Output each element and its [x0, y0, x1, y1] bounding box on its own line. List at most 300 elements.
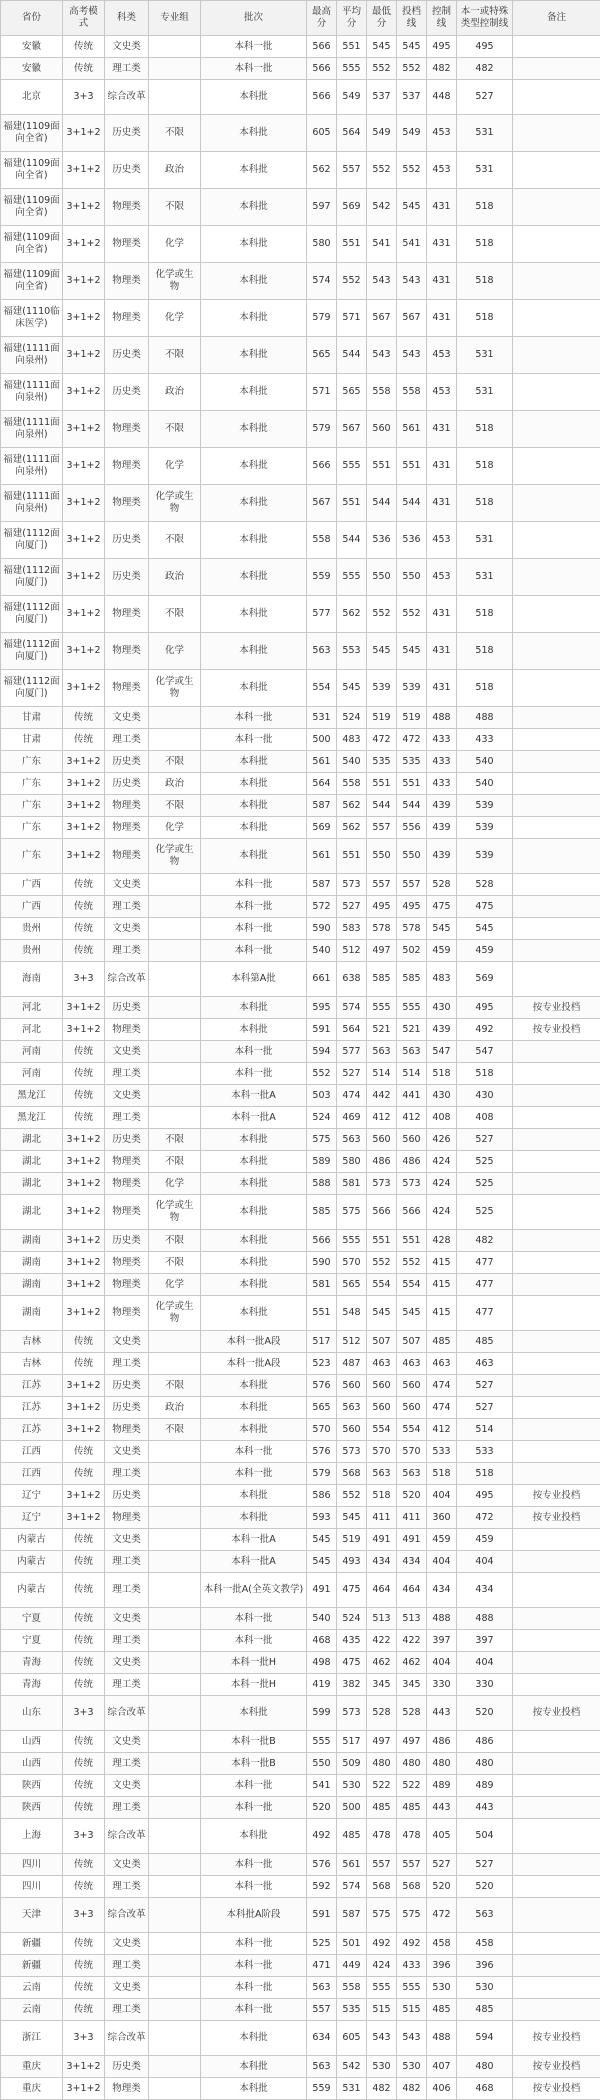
admission-line-cell: 550: [397, 559, 427, 596]
min-score-cell: 491: [367, 1529, 397, 1551]
subject-type-cell: 文史类: [105, 707, 149, 729]
avg-score-cell: 587: [337, 1898, 367, 1933]
subject-group-cell: 化学或生物: [149, 670, 201, 707]
tier1-line-cell: 525: [457, 1173, 513, 1195]
admission-line-cell: 541: [397, 226, 427, 263]
province-cell: 重庆: [1, 2078, 63, 2100]
max-score-cell: 525: [307, 1933, 337, 1955]
batch-cell: 本科批: [201, 300, 307, 337]
tier1-line-cell: 531: [457, 374, 513, 411]
subject-type-cell: 历史类: [105, 1230, 149, 1252]
table-row: [1, 1696, 600, 1731]
min-score-cell: 541: [367, 226, 397, 263]
tier1-line-cell: 531: [457, 115, 513, 152]
admission-line-cell: 520: [397, 1485, 427, 1507]
province-cell: 天津: [1, 1898, 63, 1933]
max-score-cell: 566: [307, 1230, 337, 1252]
control-line-cell: 431: [427, 411, 457, 448]
batch-cell: 本科一批A: [201, 1551, 307, 1573]
min-score-cell: 422: [367, 1630, 397, 1652]
tier1-line-cell: 330: [457, 1674, 513, 1696]
min-score-cell: 560: [367, 411, 397, 448]
exam-mode-cell: 3+1+2: [63, 751, 105, 773]
batch-cell: 本科一批: [201, 874, 307, 896]
admission-line-cell: 585: [397, 962, 427, 997]
max-score-cell: 419: [307, 1674, 337, 1696]
min-score-cell: 550: [367, 839, 397, 874]
admission-line-cell: 480: [397, 1753, 427, 1775]
exam-mode-cell: 3+1+2: [63, 633, 105, 670]
avg-score-cell: 449: [337, 1955, 367, 1977]
exam-mode-cell: 传统: [63, 1797, 105, 1819]
table-row: [1, 58, 600, 80]
table-row: [1, 1353, 600, 1375]
subject-type-cell: 历史类: [105, 773, 149, 795]
tier1-line-cell: 477: [457, 1274, 513, 1296]
table-row: [1, 773, 600, 795]
subject-type-cell: 综合改革: [105, 962, 149, 997]
subject-type-cell: 物理类: [105, 411, 149, 448]
table-row: [1, 1674, 600, 1696]
province-cell: 湖北: [1, 1173, 63, 1195]
avg-score-cell: 544: [337, 337, 367, 374]
batch-cell: 本科批: [201, 997, 307, 1019]
note-cell: [513, 1797, 600, 1819]
subject-group-cell: [149, 1507, 201, 1529]
batch-cell: 本科一批: [201, 1441, 307, 1463]
batch-cell: 本科一批: [201, 1063, 307, 1085]
control-line-cell: 397: [427, 1630, 457, 1652]
table-row: [1, 1933, 600, 1955]
batch-cell: 本科批: [201, 596, 307, 633]
table-row: [1, 2056, 600, 2078]
admission-line-cell: 544: [397, 485, 427, 522]
tier1-line-cell: 404: [457, 1551, 513, 1573]
exam-mode-cell: 3+1+2: [63, 1507, 105, 1529]
batch-cell: 本科批: [201, 773, 307, 795]
batch-cell: 本科批: [201, 80, 307, 115]
subject-type-cell: 文史类: [105, 1731, 149, 1753]
province-cell: 湖南: [1, 1252, 63, 1274]
tier1-line-cell: 518: [457, 1463, 513, 1485]
min-score-cell: 486: [367, 1151, 397, 1173]
control-line-cell: 453: [427, 559, 457, 596]
subject-group-cell: [149, 1876, 201, 1898]
max-score-cell: 557: [307, 1999, 337, 2021]
subject-group-cell: 不限: [149, 596, 201, 633]
min-score-cell: 434: [367, 1551, 397, 1573]
exam-mode-cell: 3+1+2: [63, 1252, 105, 1274]
subject-type-cell: 文史类: [105, 1331, 149, 1353]
admission-line-cell: 519: [397, 707, 427, 729]
admission-line-cell: 567: [397, 300, 427, 337]
note-cell: [513, 80, 600, 115]
subject-group-cell: 不限: [149, 1252, 201, 1274]
batch-cell: 本科一批: [201, 940, 307, 962]
admission-line-cell: 463: [397, 1353, 427, 1375]
min-score-cell: 442: [367, 1085, 397, 1107]
note-cell: [513, 751, 600, 773]
max-score-cell: 595: [307, 997, 337, 1019]
subject-type-cell: 文史类: [105, 1529, 149, 1551]
control-line-cell: 547: [427, 1041, 457, 1063]
admission-line-cell: 563: [397, 1463, 427, 1485]
control-line-cell: 453: [427, 337, 457, 374]
admission-line-cell: 545: [397, 1296, 427, 1331]
min-score-cell: 536: [367, 522, 397, 559]
column-header: 批次: [201, 1, 307, 36]
province-cell: 湖北: [1, 1151, 63, 1173]
batch-cell: 本科批: [201, 1375, 307, 1397]
max-score-cell: 569: [307, 817, 337, 839]
note-cell: [513, 817, 600, 839]
tier1-line-cell: 527: [457, 1854, 513, 1876]
admission-line-cell: 555: [397, 1977, 427, 1999]
province-cell: 广东: [1, 773, 63, 795]
table-row: [1, 874, 600, 896]
table-row: [1, 1876, 600, 1898]
table-row: [1, 1507, 600, 1529]
subject-type-cell: 历史类: [105, 1397, 149, 1419]
avg-score-cell: 501: [337, 1933, 367, 1955]
max-score-cell: 566: [307, 36, 337, 58]
province-cell: 陕西: [1, 1797, 63, 1819]
table-row: [1, 1854, 600, 1876]
batch-cell: 本科批: [201, 839, 307, 874]
min-score-cell: 551: [367, 773, 397, 795]
min-score-cell: 462: [367, 1652, 397, 1674]
min-score-cell: 568: [367, 1876, 397, 1898]
control-line-cell: 431: [427, 485, 457, 522]
min-score-cell: 557: [367, 817, 397, 839]
max-score-cell: 576: [307, 1854, 337, 1876]
avg-score-cell: 549: [337, 80, 367, 115]
province-cell: 贵州: [1, 940, 63, 962]
subject-type-cell: 历史类: [105, 337, 149, 374]
subject-type-cell: 历史类: [105, 1129, 149, 1151]
province-cell: 辽宁: [1, 1485, 63, 1507]
admission-line-cell: 552: [397, 58, 427, 80]
note-cell: 按专业投档: [513, 1696, 600, 1731]
tier1-line-cell: 525: [457, 1195, 513, 1230]
max-score-cell: 576: [307, 1375, 337, 1397]
admission-line-cell: 486: [397, 1151, 427, 1173]
min-score-cell: 551: [367, 448, 397, 485]
avg-score-cell: 509: [337, 1753, 367, 1775]
province-cell: 湖南: [1, 1296, 63, 1331]
subject-group-cell: [149, 1933, 201, 1955]
min-score-cell: 412: [367, 1107, 397, 1129]
max-score-cell: 531: [307, 707, 337, 729]
exam-mode-cell: 3+1+2: [63, 152, 105, 189]
max-score-cell: 571: [307, 374, 337, 411]
province-cell: 广东: [1, 817, 63, 839]
tier1-line-cell: 539: [457, 817, 513, 839]
note-cell: [513, 1933, 600, 1955]
note-cell: [513, 670, 600, 707]
subject-group-cell: [149, 1652, 201, 1674]
max-score-cell: 471: [307, 1955, 337, 1977]
control-line-cell: 527: [427, 1854, 457, 1876]
province-cell: 福建(1111面向泉州): [1, 337, 63, 374]
subject-type-cell: 物理类: [105, 263, 149, 300]
admission-line-cell: 513: [397, 1608, 427, 1630]
tier1-line-cell: 539: [457, 839, 513, 874]
table-row: [1, 522, 600, 559]
exam-mode-cell: 3+1+2: [63, 997, 105, 1019]
avg-score-cell: 487: [337, 1353, 367, 1375]
control-line-cell: 533: [427, 1441, 457, 1463]
avg-score-cell: 524: [337, 1608, 367, 1630]
table-row: [1, 1331, 600, 1353]
subject-group-cell: 化学或生物: [149, 485, 201, 522]
note-cell: 按专业投档: [513, 1507, 600, 1529]
max-score-cell: 592: [307, 1876, 337, 1898]
avg-score-cell: 517: [337, 1731, 367, 1753]
subject-group-cell: [149, 1999, 201, 2021]
table-row: [1, 670, 600, 707]
max-score-cell: 597: [307, 189, 337, 226]
tier1-line-cell: 540: [457, 773, 513, 795]
admission-line-cell: 535: [397, 751, 427, 773]
batch-cell: 本科批: [201, 1129, 307, 1151]
min-score-cell: 515: [367, 1999, 397, 2021]
exam-mode-cell: 传统: [63, 1674, 105, 1696]
province-cell: 福建(1112面向厦门): [1, 559, 63, 596]
province-cell: 福建(1109面向全省): [1, 226, 63, 263]
header-row: [1, 1, 600, 36]
note-cell: [513, 1085, 600, 1107]
batch-cell: 本科批: [201, 670, 307, 707]
min-score-cell: 543: [367, 2021, 397, 2056]
control-line-cell: 405: [427, 1819, 457, 1854]
control-line-cell: 408: [427, 1107, 457, 1129]
control-line-cell: 426: [427, 1129, 457, 1151]
batch-cell: 本科一批: [201, 729, 307, 751]
subject-type-cell: 历史类: [105, 152, 149, 189]
admission-line-cell: 545: [397, 189, 427, 226]
subject-type-cell: 历史类: [105, 1375, 149, 1397]
avg-score-cell: 551: [337, 485, 367, 522]
max-score-cell: 491: [307, 1573, 337, 1608]
control-line-cell: 443: [427, 1696, 457, 1731]
min-score-cell: 478: [367, 1819, 397, 1854]
table-row: [1, 596, 600, 633]
control-line-cell: 488: [427, 1608, 457, 1630]
table-row: [1, 1397, 600, 1419]
subject-type-cell: 物理类: [105, 817, 149, 839]
control-line-cell: 545: [427, 918, 457, 940]
province-cell: 上海: [1, 1819, 63, 1854]
province-cell: 安徽: [1, 36, 63, 58]
note-cell: [513, 729, 600, 751]
tier1-line-cell: 472: [457, 1507, 513, 1529]
max-score-cell: 577: [307, 596, 337, 633]
column-header: 科类: [105, 1, 149, 36]
min-score-cell: 549: [367, 115, 397, 152]
batch-cell: 本科一批: [201, 36, 307, 58]
subject-type-cell: 文史类: [105, 1933, 149, 1955]
avg-score-cell: 535: [337, 1999, 367, 2021]
subject-type-cell: 理工类: [105, 940, 149, 962]
note-cell: [513, 1419, 600, 1441]
batch-cell: 本科批: [201, 115, 307, 152]
min-score-cell: 555: [367, 997, 397, 1019]
tier1-line-cell: 520: [457, 1696, 513, 1731]
exam-mode-cell: 3+1+2: [63, 115, 105, 152]
subject-type-cell: 理工类: [105, 1353, 149, 1375]
batch-cell: 本科批: [201, 2078, 307, 2100]
table-row: [1, 707, 600, 729]
admission-line-cell: 539: [397, 670, 427, 707]
subject-type-cell: 历史类: [105, 559, 149, 596]
tier1-line-cell: 468: [457, 2078, 513, 2100]
min-score-cell: 543: [367, 337, 397, 374]
subject-type-cell: 物理类: [105, 795, 149, 817]
admission-line-cell: 536: [397, 522, 427, 559]
control-line-cell: 489: [427, 1775, 457, 1797]
column-header: 备注: [513, 1, 600, 36]
exam-mode-cell: 3+3: [63, 962, 105, 997]
subject-group-cell: 政治: [149, 374, 201, 411]
subject-group-cell: [149, 1898, 201, 1933]
exam-mode-cell: 3+1+2: [63, 2078, 105, 2100]
table-row: [1, 918, 600, 940]
subject-group-cell: [149, 962, 201, 997]
avg-score-cell: 474: [337, 1085, 367, 1107]
batch-cell: 本科一批A段: [201, 1331, 307, 1353]
tier1-line-cell: 492: [457, 1019, 513, 1041]
tier1-line-cell: 396: [457, 1955, 513, 1977]
subject-group-cell: [149, 80, 201, 115]
subject-type-cell: 历史类: [105, 374, 149, 411]
avg-score-cell: 542: [337, 2056, 367, 2078]
min-score-cell: 552: [367, 596, 397, 633]
tier1-line-cell: 495: [457, 997, 513, 1019]
admission-line-cell: 478: [397, 1819, 427, 1854]
min-score-cell: 552: [367, 1252, 397, 1274]
province-cell: 湖南: [1, 1274, 63, 1296]
exam-mode-cell: 传统: [63, 1876, 105, 1898]
province-cell: 内蒙古: [1, 1529, 63, 1551]
subject-type-cell: 理工类: [105, 1551, 149, 1573]
batch-cell: 本科批: [201, 374, 307, 411]
max-score-cell: 566: [307, 80, 337, 115]
batch-cell: 本科批: [201, 1296, 307, 1331]
admission-line-cell: 492: [397, 1933, 427, 1955]
max-score-cell: 559: [307, 559, 337, 596]
subject-type-cell: 物理类: [105, 670, 149, 707]
max-score-cell: 585: [307, 1195, 337, 1230]
tier1-line-cell: 482: [457, 1230, 513, 1252]
control-line-cell: 431: [427, 300, 457, 337]
tier1-line-cell: 518: [457, 300, 513, 337]
note-cell: [513, 773, 600, 795]
control-line-cell: 424: [427, 1173, 457, 1195]
note-cell: [513, 1331, 600, 1353]
note-cell: [513, 411, 600, 448]
tier1-line-cell: 404: [457, 1652, 513, 1674]
min-score-cell: 497: [367, 940, 397, 962]
subject-group-cell: 不限: [149, 1230, 201, 1252]
batch-cell: 本科批: [201, 1419, 307, 1441]
exam-mode-cell: 3+3: [63, 2021, 105, 2056]
avg-score-cell: 562: [337, 596, 367, 633]
subject-group-cell: 政治: [149, 559, 201, 596]
admission-line-cell: 560: [397, 1129, 427, 1151]
batch-cell: 本科批: [201, 2021, 307, 2056]
admission-line-cell: 422: [397, 1630, 427, 1652]
control-line-cell: 453: [427, 152, 457, 189]
batch-cell: 本科批: [201, 189, 307, 226]
subject-type-cell: 理工类: [105, 1674, 149, 1696]
table-row: [1, 189, 600, 226]
admission-line-cell: 514: [397, 1063, 427, 1085]
note-cell: [513, 1674, 600, 1696]
province-cell: 福建(1112面向厦门): [1, 596, 63, 633]
control-line-cell: 433: [427, 751, 457, 773]
max-score-cell: 593: [307, 1507, 337, 1529]
province-cell: 辽宁: [1, 1507, 63, 1529]
exam-mode-cell: 传统: [63, 1463, 105, 1485]
avg-score-cell: 530: [337, 1775, 367, 1797]
min-score-cell: 482: [367, 2078, 397, 2100]
subject-type-cell: 综合改革: [105, 80, 149, 115]
subject-group-cell: 政治: [149, 1397, 201, 1419]
subject-type-cell: 物理类: [105, 1019, 149, 1041]
control-line-cell: 518: [427, 1063, 457, 1085]
max-score-cell: 591: [307, 1019, 337, 1041]
note-cell: [513, 1375, 600, 1397]
max-score-cell: 561: [307, 751, 337, 773]
subject-type-cell: 物理类: [105, 226, 149, 263]
avg-score-cell: 475: [337, 1573, 367, 1608]
table-row: [1, 940, 600, 962]
note-cell: [513, 559, 600, 596]
control-line-cell: 407: [427, 2056, 457, 2078]
exam-mode-cell: 传统: [63, 1353, 105, 1375]
avg-score-cell: 562: [337, 817, 367, 839]
control-line-cell: 406: [427, 2078, 457, 2100]
subject-group-cell: [149, 874, 201, 896]
subject-group-cell: [149, 58, 201, 80]
subject-group-cell: 化学或生物: [149, 1296, 201, 1331]
max-score-cell: 545: [307, 1551, 337, 1573]
table-row: [1, 115, 600, 152]
min-score-cell: 560: [367, 1397, 397, 1419]
table-row: [1, 1999, 600, 2021]
admission-line-cell: 550: [397, 839, 427, 874]
batch-cell: 本科批: [201, 817, 307, 839]
min-score-cell: 555: [367, 1977, 397, 1999]
tier1-line-cell: 518: [457, 448, 513, 485]
note-cell: [513, 152, 600, 189]
control-line-cell: 459: [427, 940, 457, 962]
admission-line-cell: 554: [397, 1274, 427, 1296]
table-row: [1, 1129, 600, 1151]
batch-cell: 本科一批: [201, 1955, 307, 1977]
subject-type-cell: 物理类: [105, 1274, 149, 1296]
province-cell: 江苏: [1, 1419, 63, 1441]
control-line-cell: 480: [427, 1753, 457, 1775]
batch-cell: 本科批: [201, 1696, 307, 1731]
column-header: 平均分: [337, 1, 367, 36]
subject-group-cell: [149, 918, 201, 940]
avg-score-cell: 564: [337, 115, 367, 152]
tier1-line-cell: 518: [457, 485, 513, 522]
admission-line-cell: 507: [397, 1331, 427, 1353]
admission-line-cell: 543: [397, 2021, 427, 2056]
